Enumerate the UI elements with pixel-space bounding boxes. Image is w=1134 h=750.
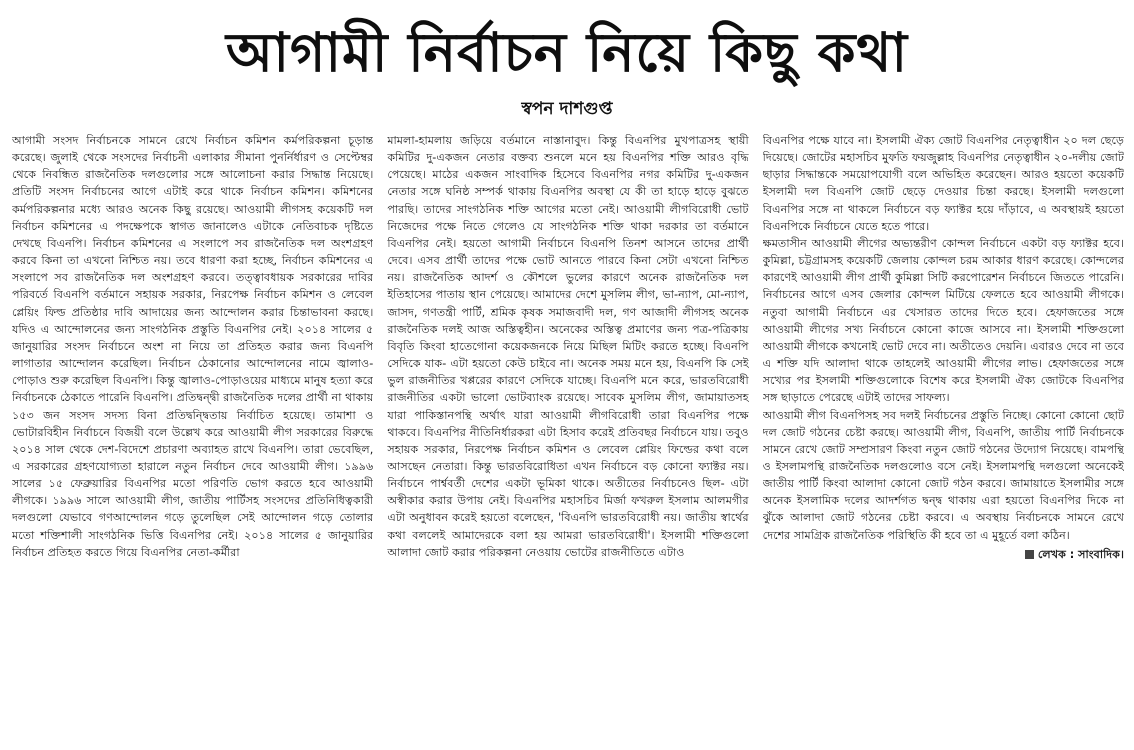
paragraph: বিএনপির পক্ষে যাবে না। ইসলামী ঐক্য জোট বিএনপির নেতৃত্বাধীন ২০ দল ছেড়ে দিয়েছে। জোটের মহাসচিব মুফতি ফয়জুল্লাহ বিএনপির নেতৃত্বাধীন ২০-দলীয় জোট ছাড়ার সিদ্ধান্তকে সময়োপযোগী বলে অভিহিত করেছেন। আরও হয়তো কয়েকটি ইসলামী দল বিএনপি জোট ছেড়ে দেওয়ার চিন্তা করছে। ইসলামী দলগুলো বিএনপির সঙ্গে না থাকলে নির্বাচনে বড় ফ্যাক্টর হয়ে দাঁড়াবে, এ অবস্থায়ই হয়তো বিএনপিকে নির্বাচনে যেতে হতে পারে।: [762, 134, 1124, 233]
article-headline: আগামী নির্বাচন নিয়ে কিছু কথা: [226, 21, 908, 84]
article-column-2: [387, 132, 748, 744]
article-body: [12, 132, 1124, 744]
paragraph: আওয়ামী লীগ বিএনপিসহ সব দলই নির্বাচনের প্রস্তুতি নিচ্ছে। কোনো কোনো ছোট দল জোট গঠনের চেষ্টা করছে। আওয়ামী লীগ, বিএনপি, জাতীয় পার্টি নির্বাচনকে সামনে রেখে জোট সম্প্রসারণ কিংবা নতুন জোট গঠনের উদ্যোগ নিয়েছে। বামপন্থি ও ইসলামপন্থি রাজনৈতিক দলগুলোও বসে নেই। ইসলামপন্থি দলগুলো অনেকেই জাতীয় পার্টি কিংবা আলাদা কোনো জোট গঠন করবে। জামায়াতে ইসলামীর সঙ্গে অনেক ইসলামিক দলের আদর্শগত দ্বন্দ্ব থাকায় এরা হয়তো বিএনপির দিকে না ঝুঁকে আলাদা জোট গঠনের চেষ্টা করবে। এ অবস্থায় নির্বাচনকে সামনে রেখে দেশের সামগ্রিক রাজনৈতিক পরিস্থিতি কী হবে তা এ মুহূর্তে বলা কঠিন।: [762, 408, 1124, 542]
article-byline: স্বপন দাশগুপ্ত: [521, 99, 613, 119]
square-bullet-icon: [1025, 550, 1034, 559]
paragraph: মামলা-হামলায় জড়িয়ে বর্তমানে নাস্তানাবুদ। কিন্তু বিএনপির মুখপাত্রসহ স্থায়ী কমিটির দু-একজন নেতার বক্তব্য শুনলে মনে হয় বিএনপির শক্তি আরও বৃদ্ধি পেয়েছে। মাঠের একজন সাংবাদিক হিসেবে বিএনপির নগর কমিটির দু-একজন নেতার সঙ্গে ঘনিষ্ঠ সম্পর্ক থাকায় বিএনপির অবস্থা যে কী তা হাড়ে হাড়ে বুঝতে পারছি। তাদের সাংগঠনিক শক্তি আগের মতো নেই। আওয়ামী লীগবিরোধী ভোট নিজেদের পক্ষে নিতে গেলেও যে সাংগঠনিক শক্তি থাকা দরকার তা বর্তমানে বিএনপির নেই। হয়তো আগামী নির্বাচনে বিএনপি তিনশ আসনে তাদের প্রার্থী দেবে। এসব প্রার্থী তাদের পক্ষে ভোট আনতে পারবে কিনা সেটা এখনো নিশ্চিত নয়। রাজনৈতিক আদর্শ ও কৌশলে ভুলের কারণে অনেক রাজনৈতিক দল ইতিহাসের পাতায় স্থান পেয়েছে। আমাদের দেশে মুসলিম লীগ, ভা-ন্যাপ, মো-ন্যাপ, জাসদ, গণতন্ত্রী পার্টি, শ্রমিক কৃষক সমাজবাদী দল, গণ আজাদী লীগসহ অনেক রাজনৈতিক দলই আজ অস্তিত্বহীন। অনেকের অস্তিত্ব প্রমাণের জন্য পত্র-পত্রিকায় বিবৃতি কিংবা হাতেগোনা কয়েকজনকে নিয়ে মিছিল মিটিং করতে হচ্ছে। বিএনপি সেদিকে যাক- এটা হয়তো কেউ চাইবে না। অনেক সময় মনে হয়, বিএনপি কি সেই ভুল রাজনীতির খপ্পরের কারণে সেদিকে যাচ্ছে। বিএনপি মনে করে, ভারতবিরোধী রাজনীতির একটা ভালো ভোটব্যাংক রয়েছে। সাবেক মুসলিম লীগ, জামায়াতসহ যারা পাকিস্তানপন্থি অর্থাৎ যারা আওয়ামী লীগবিরোধী তারা বিএনপির পক্ষে থাকবে। বিএনপির নীতিনির্ধারকরা এটা হিসাব করেই প্রতিবছর নির্বাচনে যায়। তবুও সহায়ক সরকার, নিরপেক্ষ নির্বাচন কমিশন ও লেবেল প্লেয়িং ফিল্ডের কথা বলে আসছেন নেতারা। কিন্তু ভারতবিরোধিতা এখন নির্বাচনে বড় কোনো ফ্যাক্টর নয়। নির্বাচনে পার্শ্ববর্তী দেশের একটা ভূমিকা থাকে। অতীতের নির্বাচনেও ছিল- এটা অস্বীকার করার উপায় নেই। বিএনপির মহাসচিব মির্জা ফখরুল ইসলাম আলমগীর এটা অনুধাবন করেই হয়তো বলেছেন, 'বিএনপি ভারতবিরোধী নয়। জাতীয় স্বার্থের কথা বললেই আমাদেরকে বলা হয় আমরা ভারতবিরোধী'। ইসলামী শক্তিগুলো আলাদা জোট করার পরিকল্পনা নেওয়ায় ভোটের রাজনীতিতে এটাও: [387, 134, 749, 559]
paragraph: ক্ষমতাসীন আওয়ামী লীগের অভ্যন্তরীণ কোন্দল নির্বাচনে একটা বড় ফ্যাক্টর হবে। কুমিল্লা, চট্টগ্রামসহ কয়েকটি জেলায় কোন্দল চরম আকার ধারণ করেছে। কোন্দলের কারণেই আওয়ামী লীগ প্রার্থী কুমিল্লা সিটি করপোরেশন নির্বাচনে জিততে পারেনি। নির্বাচনের আগে এসব জেলার কোন্দল মিটিয়ে ফেলতে হবে আওয়ামী লীগকে। নতুবা আগামী নির্বাচনে এর খেসারত তাদের দিতে হবে। হেফাজতের সঙ্গে আওয়ামী লীগের সখ্য নির্বাচনে কোনো কাজে আসবে না। ইসলামী শক্তিগুলো আওয়ামী লীগকে কখনোই ভোট দেবে না। অতীতেও দেয়নি। এবারও দেবে না তবে এ শক্তি যদি আলাদা থাকে তাহলেই আওয়ামী লীগের লাভ। হেফাজতের সঙ্গে সখ্যের পর ইসলামী শক্তিগুলোকে বিশেষ করে ইসলামী ঐক্য জোটকে বিএনপির সঙ্গ ছাড়াতে পেরেছে এটাই তাদের সাফল্য।: [762, 236, 1124, 405]
author-note-text: লেখক : সাংবাদিক।: [1037, 547, 1124, 561]
article-column-1: [12, 132, 373, 744]
paragraph: আগামী সংসদ নির্বাচনকে সামনে রেখে নির্বাচন কমিশন কর্মপরিকল্পনা চূড়ান্ত করেছে। জুলাই থেকে সংসদের নির্বাচনী এলাকার সীমানা পুনর্নির্ধারণ ও সেপ্টেম্বর থেকে নিবন্ধিত রাজনৈতিক দলগুলোর সঙ্গে আলোচনা করার সিদ্ধান্ত নিয়েছে। প্রতিটি সংসদ নির্বাচনের আগে এটাই করে থাকে নির্বাচন কমিশন। কমিশনের কর্মপরিকল্পনার মধ্যে আরও অনেক কিছু রয়েছে। আওয়ামী লীগসহ কয়েকটি দল নির্বাচন কমিশনের এ পদক্ষেপকে স্বাগত জানালেও এটাকে নেতিবাচক দৃষ্টিতে দেখছে বিএনপি। নির্বাচন কমিশনের এ সংলাপে সব রাজনৈতিক দল অংশগ্রহণ করবে কিনা তা এখনো নিশ্চিত নয়। তবে ধারণা করা হচ্ছে, নির্বাচন কমিশনের এ সংলাপে সব রাজনৈতিক দল অংশগ্রহণ করবে। তত্ত্বাবধায়ক সরকারের দাবির পরিবর্তে বিএনপি বর্তমানে সহায়ক সরকার, নিরপেক্ষ নির্বাচন কমিশন ও লেবেল প্লেয়িং ফিল্ড প্রতিষ্ঠার দাবি আদায়ের জন্য আন্দোলন করার চিন্তাভাবনা করছে। যদিও এ আন্দোলনের জন্য সাংগঠনিক প্রস্তুতি বিএনপির নেই। ২০১৪ সালের ৫ জানুয়ারির সংসদ নির্বাচনে অংশ না নিয়ে তা প্রতিহত করার জন্য বিএনপি লাগাতার আন্দোলন করেছিল। নির্বাচন ঠেকানোর আন্দোলনের নামে জ্বালাও-পোড়াও শুরু করেছিল বিএনপি। কিন্তু জ্বালাও-পোড়াওয়ের মাধ্যমে মানুষ হত্যা করে নির্বাচনকে ঠেকাতে পারেনি বিএনপি। প্রতিদ্বন্দ্বী রাজনৈতিক দলের প্রার্থী না থাকায় ১৫৩ জন সংসদ সদস্য বিনা প্রতিদ্বন্দ্বিতায় নির্বাচিত হয়েছে। তামাশা ও ভোটারবিহীন নির্বাচনে বিজয়ী বলে উল্লেখ করে আওয়ামী লীগ সরকারের বিরুদ্ধে ২০১৪ সাল থেকে দেশ-বিদেশে প্রচারণা অব্যাহত রাখে বিএনপি। তারা ভেবেছিল, এ সরকারের গ্রহণযোগ্যতা হারালে নতুন নির্বাচন দেবে আওয়ামী লীগ। ১৯৯৬ সালের ১৫ ফেব্রুয়ারির বিএনপির মতো পরিণতি ভোগ করতে হবে আওয়ামী লীগকে। ১৯৯৬ সালে আওয়ামী লীগ, জাতীয় পার্টিসহ সংসদের প্রতিনিধিত্বকারী দলগুলো যেভাবে গণআন্দোলন গড়ে তুলেছিল সেই আন্দোলন গড়ে তোলার মতো শক্তিশালী সাংগঠনিক ভিত্তি বিএনপির নেই। ২০১৪ সালের ৫ জানুয়ারির নির্বাচন প্রতিহত করতে গিয়ে বিএনপির নেতা-কর্মীরা: [12, 134, 374, 559]
author-note: [763, 546, 1124, 563]
article-column-3: [763, 132, 1124, 744]
